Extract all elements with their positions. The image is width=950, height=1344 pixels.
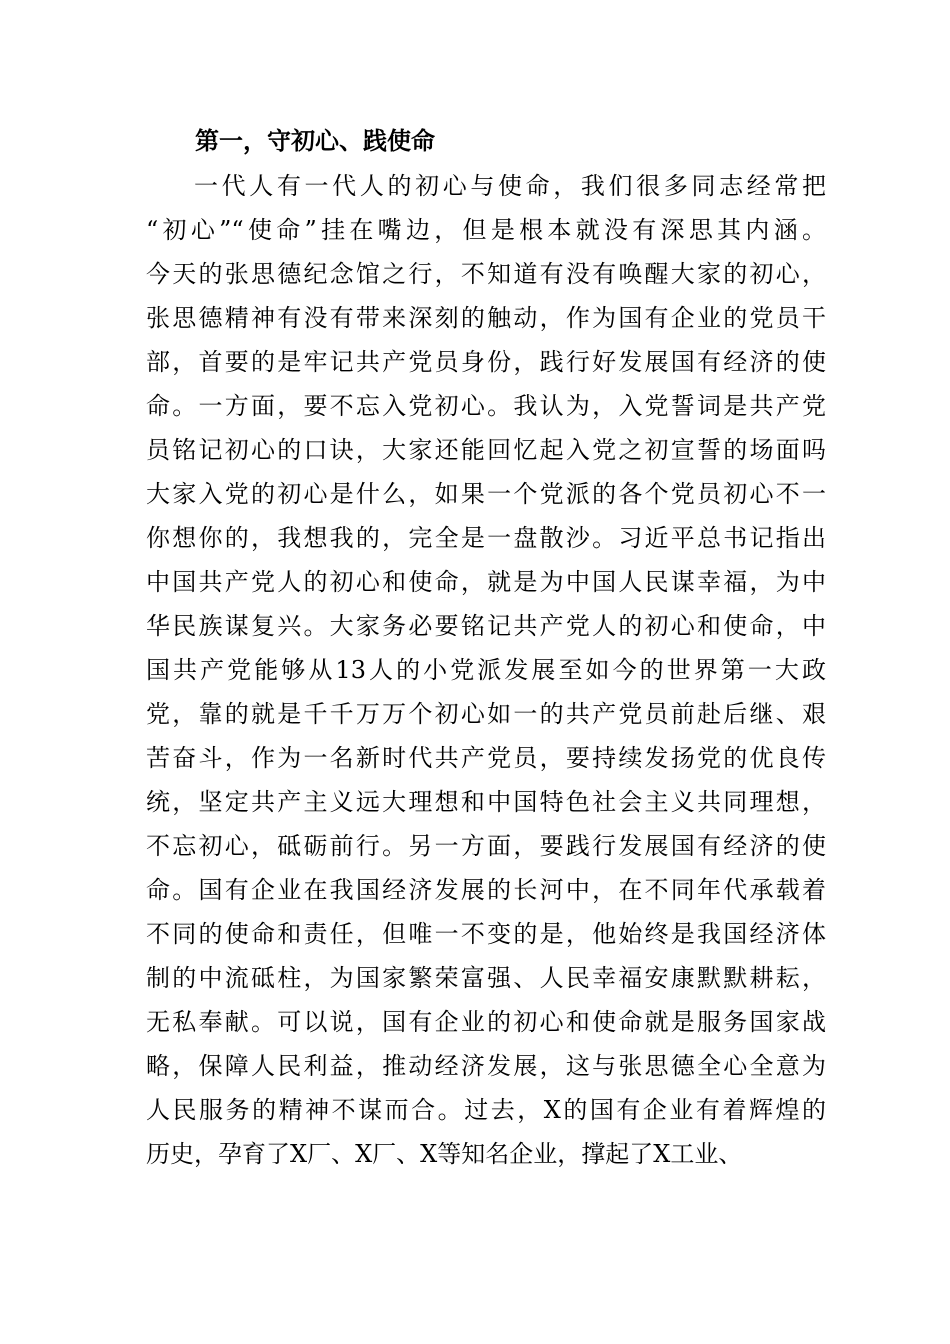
- text-line: 国共产党能够从13人的小党派发展至如今的世界第一大政: [146, 656, 826, 684]
- text-line: 今天的张思德纪念馆之行，不知道有没有唤醒大家的初心，: [146, 260, 826, 288]
- text-line: 部，首要的是牢记共产党员身份，践行好发展国有经济的使: [146, 348, 826, 376]
- text-line: 命。一方面，要不忘入党初心。我认为，入党誓词是共产党: [146, 392, 826, 420]
- text-line: 一代人有一代人的初心与使命，我们很多同志经常把: [194, 172, 826, 200]
- text-line: 不同的使命和责任，但唯一不变的是，他始终是我国经济体: [146, 920, 826, 948]
- text-line: 你想你的，我想我的，完全是一盘散沙。习近平总书记指出: [146, 524, 826, 552]
- body-paragraph: [146, 164, 826, 1176]
- text-line: 不忘初心，砥砺前行。另一方面，要践行发展国有经济的使: [146, 832, 826, 860]
- text-line: 人民服务的精神不谋而合。过去，X的国有企业有着辉煌的: [146, 1096, 826, 1124]
- text-line: 员铭记初心的口诀，大家还能回忆起入党之初宣誓的场面吗: [146, 436, 826, 464]
- text-line: 历史，孕育了X厂、X厂、X等知名企业，撑起了X工业、: [146, 1140, 743, 1168]
- text-line: 统，坚定共产主义远大理想和中国特色社会主义共同理想，: [146, 788, 826, 816]
- text-line: 党，靠的就是千千万万个初心如一的共产党员前赴后继、艰: [146, 700, 826, 728]
- text-line: 制的中流砥柱，为国家繁荣富强、人民幸福安康默默耕耘，: [146, 964, 826, 992]
- text-line: 华民族谋复兴。大家务必要铭记共产党人的初心和使命，中: [146, 612, 826, 640]
- text-line: 略，保障人民利益，推动经济发展，这与张思德全心全意为: [146, 1052, 826, 1080]
- text-line: 中国共产党人的初心和使命，就是为中国人民谋幸福，为中: [146, 568, 826, 596]
- text-line: 命。国有企业在我国经济发展的长河中，在不同年代承载着: [146, 876, 826, 904]
- section-heading: 第一，守初心、践使命: [195, 127, 435, 155]
- text-line: 无私奉献。可以说，国有企业的初心和使命就是服务国家战: [146, 1008, 826, 1036]
- text-line: 张思德精神有没有带来深刻的触动，作为国有企业的党员干: [146, 304, 826, 332]
- text-line: 苦奋斗，作为一名新时代共产党员，要持续发扬党的优良传: [146, 744, 826, 772]
- text-line: “初心”“使命”挂在嘴边，但是根本就没有深思其内涵。: [146, 216, 826, 244]
- text-line: 大家入党的初心是什么，如果一个党派的各个党员初心不一: [146, 480, 826, 508]
